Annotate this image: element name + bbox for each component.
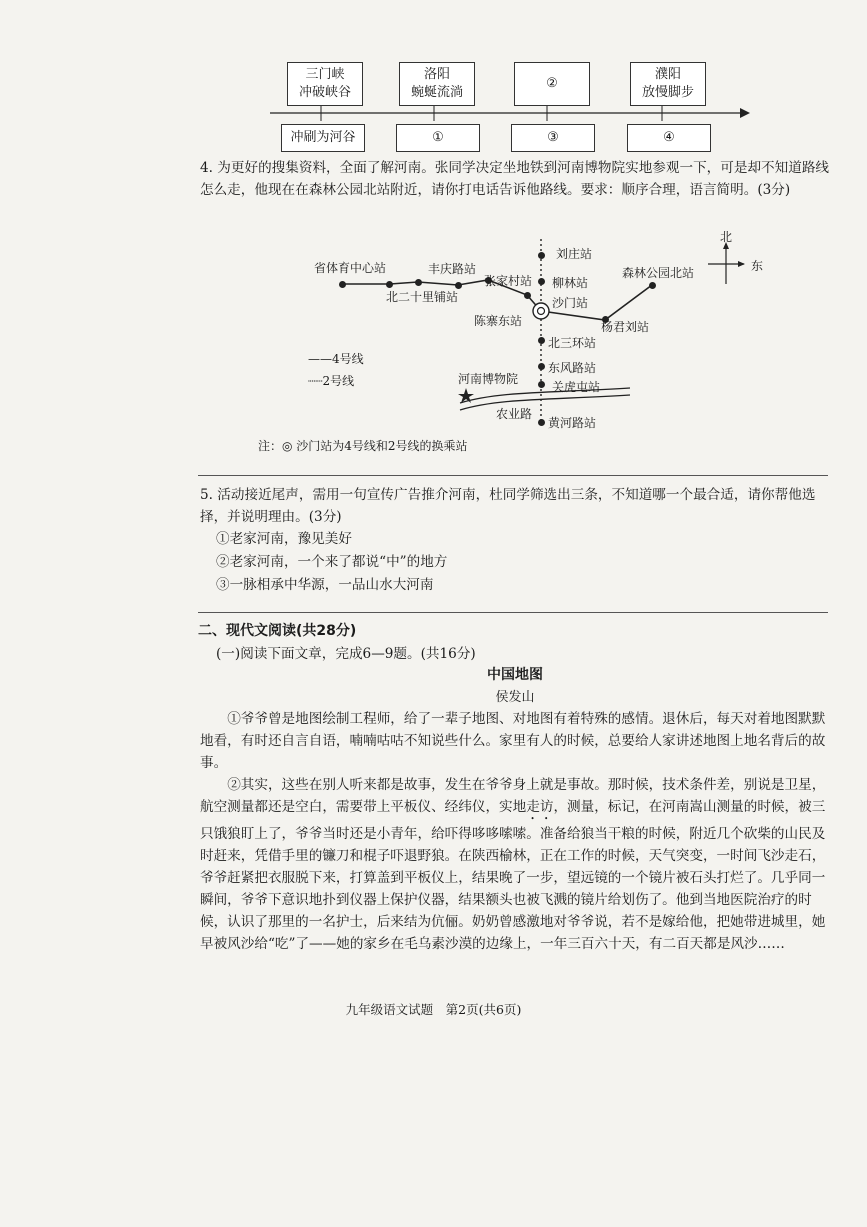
paragraph-1: ①爷爷曾是地图绘制工程师，给了一辈子地图、对地图有着特殊的感情。退休后，每天对着地图默默地看，有时还自言自语，喃喃咕咕不知说些什么。家里有人的时候，总要给人家讲述地图上地名背后的故事。: [200, 711, 826, 771]
section-subheading: (一)阅读下面文章，完成6—9题。(共16分): [216, 646, 476, 662]
compass-icon: [706, 240, 746, 286]
emphasis-word: 走访: [526, 799, 554, 815]
compass-north-label: 北: [720, 230, 733, 244]
station-label: 柳林站: [552, 276, 589, 290]
compass-east-label: 东: [751, 259, 764, 273]
question-4: 4. 为更好的搜集资料，全面了解河南。张同学决定坐地铁到河南博物院实地参观一下，可是却不知道路线怎么走，他现在在森林公园北站附近，请你打电话告诉他路线。要求：顺序合理，语言简明。(3分): [200, 160, 830, 198]
legend-line4: ——4号线: [308, 352, 364, 366]
station-label: 北二十里铺站: [386, 290, 459, 304]
option-3: ③一脉相承中华源，一品山水大河南: [216, 577, 434, 593]
station-dot: [415, 279, 422, 286]
divider: [198, 612, 828, 613]
station-label: 东风路站: [548, 361, 597, 375]
station-dot: [538, 419, 545, 426]
option-1: ①老家河南，豫见美好: [216, 531, 352, 547]
station-label: 黄河路站: [548, 416, 597, 430]
station-label: 农业路: [496, 407, 533, 421]
question-5: 5. 活动接近尾声，需用一句宣传广告推介河南，杜同学筛选出三条，不知道哪一个最合适，请你帮他选择，并说明理由。(3分): [200, 487, 816, 525]
station-label: 省体育中心站: [314, 261, 387, 275]
timeline-bottom-box: 冲刷为河谷: [281, 124, 365, 152]
station-label: 沙门站: [552, 296, 589, 310]
station-label: 森林公园北站: [622, 266, 695, 280]
station-dot: [538, 278, 545, 285]
station-dot: [339, 281, 346, 288]
paragraph-2: ②其实，这些在别人听来都是故事，发生在爷爷身上就是事故。那时候，技术条件差，别说是卫星，航空测量都还是空白，需要带上平板仪、经纬仪，实地走访，测量，标记，在河南嵩山测量的时候，被三只饿狼盯上了，爷爷当时还是小青年，给吓得哆哆嗦嗦。准备给狼当干粮的时候，附近几个砍柴的山民及时赶来，凭借手里的镰刀和棍子吓退野狼。在陕西榆林，正在工作的时候，天气突变，一时间飞沙走石，爷爷赶紧把衣服脱下来，打算盖到平板仪上，结果晚了一步，望远镜的一个镜片被石头打烂了。几乎同一瞬间，爷爷下意识地扑到仪器上保护仪器，结果额头也被飞溅的镜片给划伤了。他到当地医院治疗的时候，认识了那里的一名护士，后来结为伉俪。奶奶曾感激地对爷爷说，若不是嫁给他，把她带进城里，她早被风沙给“吃”了——她的家乡在毛乌素沙漠的边缘上，一年三百六十天，有二百天都是风沙……: [200, 777, 826, 952]
station-dot: [538, 381, 545, 388]
station-dot: [538, 252, 545, 259]
station-label: 刘庄站: [556, 247, 593, 261]
option-2: ②老家河南，一个来了都说“中”的地方: [216, 554, 448, 570]
station-dot: [386, 281, 393, 288]
legend-line2: ┈┈2号线: [308, 374, 355, 388]
station-dot: [538, 337, 545, 344]
page-footer: 九年级语文试题 第2页(共6页): [345, 1002, 522, 1017]
station-label: 陈寨东站: [474, 314, 523, 328]
station-dot: [524, 292, 531, 299]
timeline-bottom-box: ④: [627, 124, 711, 152]
station-label: 丰庆路站: [428, 262, 477, 276]
section-heading: 二、现代文阅读(共28分): [198, 623, 357, 639]
article-title: 中国地图: [487, 667, 543, 683]
station-label: 北三环站: [548, 336, 597, 350]
station-label: 关虎屯站: [552, 380, 601, 394]
timeline-top-box: ②: [514, 62, 590, 106]
timeline-top-box: 洛阳 蜿蜒流淌: [399, 62, 475, 106]
map-note: 注：◎ 沙门站为4号线和2号线的换乘站: [258, 439, 468, 453]
divider: [198, 475, 828, 476]
station-dot: [538, 363, 545, 370]
station-dot: [649, 282, 656, 289]
article-author: 侯发山: [495, 690, 535, 705]
timeline-top-box: 濮阳 放慢脚步: [630, 62, 706, 106]
station-label: 杨君刘站: [601, 320, 650, 334]
timeline-top-box: 三门峡 冲破峡谷: [287, 62, 363, 106]
timeline-bottom-box: ①: [396, 124, 480, 152]
station-label: 河南博物院: [458, 372, 519, 386]
timeline-bottom-box: ③: [511, 124, 595, 152]
station-label: 张家村站: [484, 274, 533, 288]
